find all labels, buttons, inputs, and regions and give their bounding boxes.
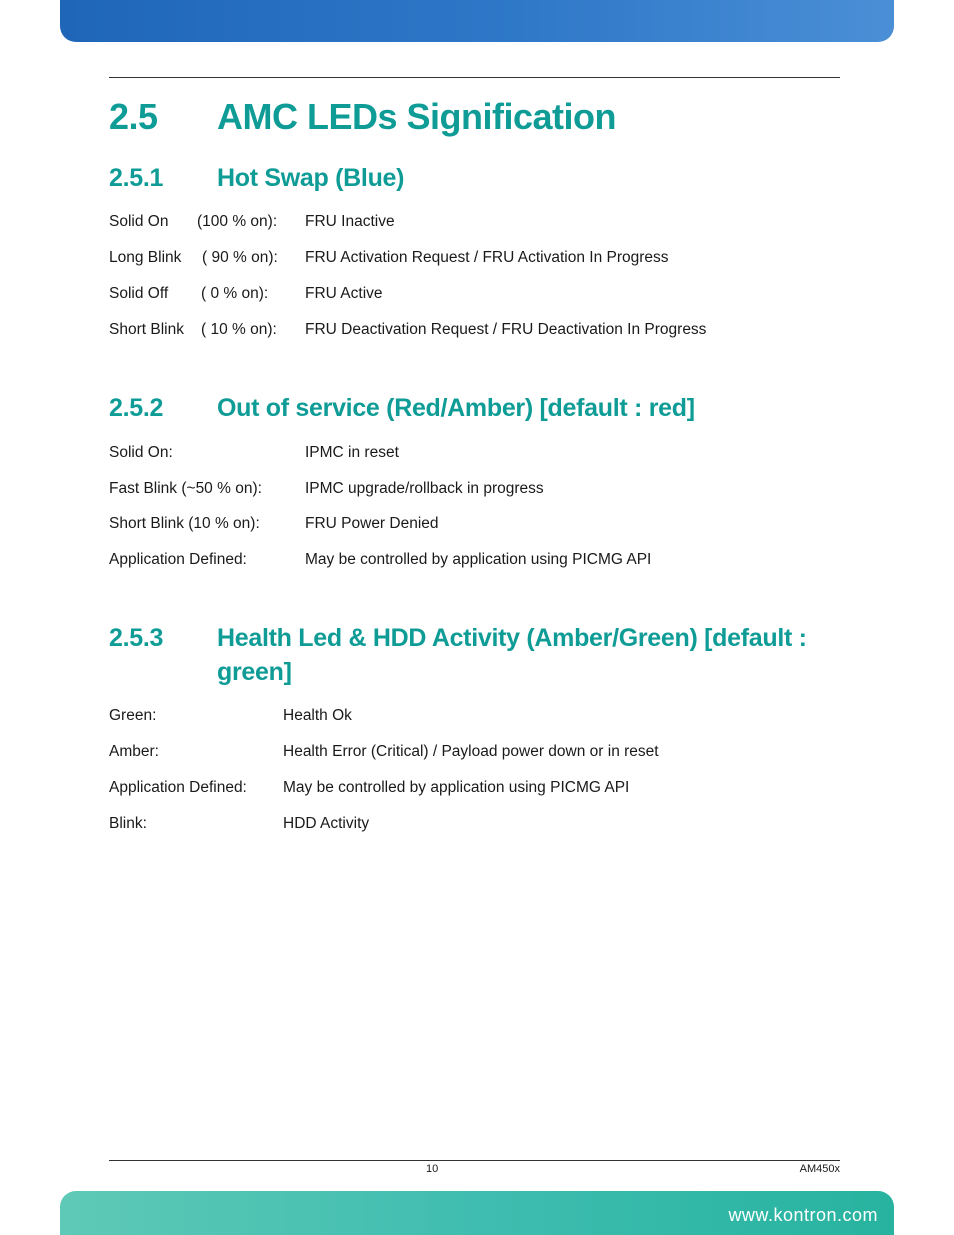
header-banner <box>60 0 894 42</box>
led-description: FRU Inactive <box>305 213 395 230</box>
subsection-number: 2.5.3 <box>109 624 164 652</box>
led-description: Health Ok <box>283 707 352 724</box>
led-duty: ( 90 % on): <box>202 249 278 266</box>
led-description: FRU Active <box>305 285 383 302</box>
led-mode: Application Defined: <box>109 779 247 796</box>
led-description: IPMC upgrade/rollback in progress <box>305 480 544 497</box>
led-mode: Application Defined: <box>109 551 247 568</box>
led-mode: Solid On: <box>109 444 173 461</box>
led-description: FRU Deactivation Request / FRU Deactivation In Progress <box>305 321 707 338</box>
led-mode: Fast Blink (~50 % on): <box>109 480 262 497</box>
led-mode: Green: <box>109 707 157 724</box>
led-mode: Amber: <box>109 743 159 760</box>
footer-rule <box>109 1160 840 1161</box>
led-description: FRU Activation Request / FRU Activation In Progress <box>305 249 669 266</box>
led-mode: Long Blink <box>109 249 182 266</box>
section-title-text: AMC LEDs Signification <box>217 96 617 137</box>
led-description: Health Error (Critical) / Payload power down or in reset <box>283 743 659 760</box>
header-rule <box>109 77 840 78</box>
subsection-heading-out-of-service <box>109 391 695 425</box>
subsection-title: Out of service (Red/Amber) [default : red] <box>217 394 695 422</box>
subsection-title: Hot Swap (Blue) <box>217 164 405 192</box>
section-title <box>109 96 616 138</box>
led-mode: Short Blink (10 % on): <box>109 515 260 532</box>
led-duty: (100 % on): <box>197 213 278 230</box>
website-link[interactable]: www.kontron.com <box>728 1205 878 1225</box>
led-mode: Short Blink <box>109 321 184 338</box>
led-mode: Solid Off <box>109 285 169 302</box>
subsection-number: 2.5.1 <box>109 164 164 192</box>
section-number: 2.5 <box>109 96 158 137</box>
led-description: IPMC in reset <box>305 444 399 461</box>
led-description: FRU Power Denied <box>305 515 439 532</box>
led-description: May be controlled by application using PICMG API <box>283 779 630 796</box>
led-duty: ( 10 % on): <box>201 321 277 338</box>
footer-banner <box>60 1191 894 1235</box>
document-id: AM450x <box>799 1163 840 1175</box>
led-mode: Solid On <box>109 213 169 230</box>
led-description: HDD Activity <box>283 815 370 832</box>
led-description: May be controlled by application using PICMG API <box>305 551 652 568</box>
led-mode: Blink: <box>109 815 147 832</box>
subsection-title: Health Led & HDD Activity (Amber/Green) [default : green] <box>217 624 807 686</box>
subsection-number: 2.5.2 <box>109 394 164 422</box>
page-number: 10 <box>426 1163 439 1175</box>
subsection-heading-health-led <box>109 621 829 689</box>
led-duty: ( 0 % on): <box>201 285 269 302</box>
subsection-heading-hot-swap <box>109 161 404 195</box>
